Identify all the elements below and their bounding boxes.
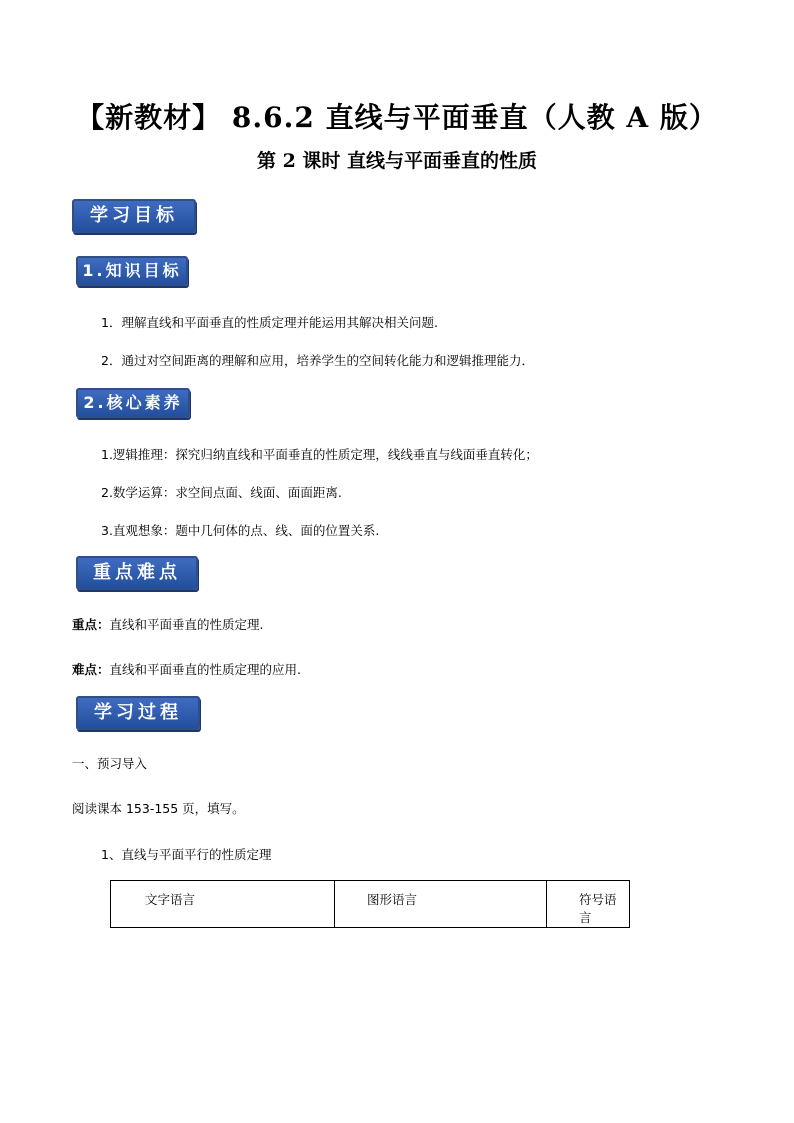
section-badge-core: 2.核心素养 [76,388,190,418]
page-title: 【新教材】 8.6.2 直线与平面垂直（人教 A 版） [76,101,718,134]
knowledge-item-2: 2．通过对空间距离的理解和应用，培养学生的空间转化能力和逻辑推理能力． [101,353,534,368]
knowledge-item-1: 1．理解直线和平面垂直的性质定理并能运用其解决相关问题. [101,315,438,330]
process-part-1: 一、预习导入 [72,756,148,771]
key-point-label: 重点： [72,617,110,632]
section-badge-key: 重点难点 [76,556,198,590]
page-subtitle: 第 2 课时 直线与平面垂直的性质 [256,150,538,172]
process-item-1: 1、直线与平面平行的性质定理 [101,847,272,862]
core-item-3: 3.直观想象：题中几何体的点、线、面的位置关系. [101,523,380,538]
section-badge-knowledge: 1.知识目标 [76,256,188,286]
language-table [110,880,630,928]
table-header-figure: 图形语言 [335,881,547,928]
key-point [72,615,264,633]
section-badge-goals: 学习目标 [72,199,196,233]
table-row [111,881,630,928]
difficulty-text: 直线和平面垂直的性质定理的应用. [109,662,301,677]
table-header-text: 文字语言 [111,881,335,928]
key-point-text: 直线和平面垂直的性质定理. [109,617,264,632]
difficulty-point [72,660,301,678]
table-header-symbol: 符号语言 [547,881,630,928]
core-item-1: 1.逻辑推理：探究归纳直线和平面垂直的性质定理，线线垂直与线面垂直转化； [101,447,538,462]
difficulty-label: 难点： [72,662,110,677]
process-reading: 阅读课本 153-155 页，填写。 [72,801,245,816]
section-badge-process: 学习过程 [76,696,200,730]
core-item-2: 2.数学运算：求空间点面、线面、面面距离. [101,485,342,500]
